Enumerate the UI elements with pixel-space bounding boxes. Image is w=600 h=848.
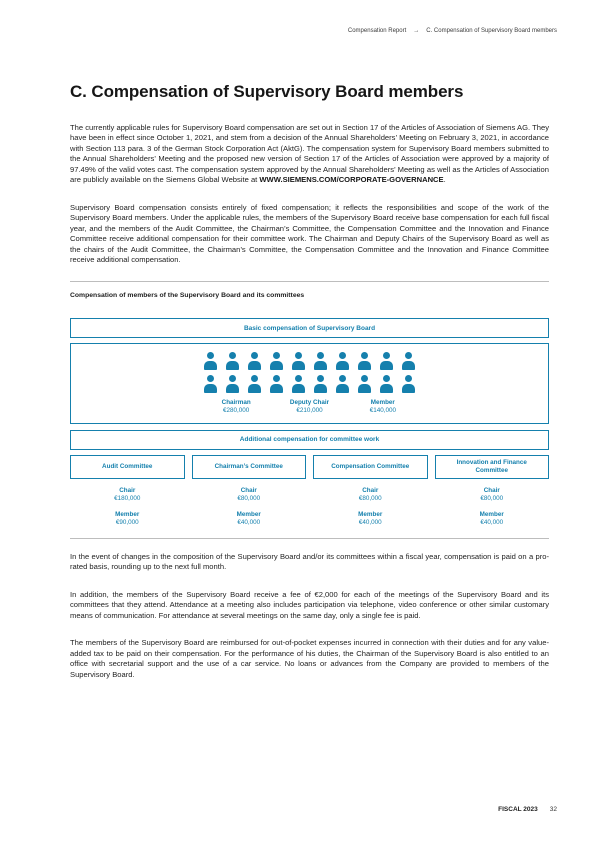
- person-icon: [336, 375, 349, 393]
- person-icon: [358, 352, 371, 370]
- person-icon: [314, 352, 327, 370]
- member-label: Member: [358, 511, 383, 519]
- role-label: Member: [370, 399, 395, 407]
- figure-bottom-rule: [70, 538, 549, 539]
- figure-caption: Compensation of members of the Supervisory Board and its committees: [70, 292, 305, 300]
- person-icon: [248, 375, 261, 393]
- page-title: C. Compensation of Supervisory Board members: [70, 82, 464, 101]
- role-member: [346, 399, 419, 416]
- member-value-group: [435, 511, 550, 528]
- expenses-paragraph: The members of the Supervisory Board are reimbursed for out-of-pocket expenses incurred in connection with their duties and for any value-added tax to be paid on their compensation. For the performance of his duties, the Chairman of the Supervisory Board is also entitled to an office with secretarial support and the use of a car service. No loans or advances from the Company are provided to members of the Supervisory Board.: [70, 638, 549, 679]
- chair-value-group: [70, 487, 185, 504]
- corporate-governance-link[interactable]: WWW.SIEMENS.COM/CORPORATE-GOVERNANCE: [259, 175, 444, 185]
- intro-text: The currently applicable rules for Supervisory Board compensation are set out in Section 17 of the Articles of Association of Siemens AG. They have been in effect since October 1, 2021, and stem from a decision of the Annual Shareholders’ Meeting on February 3, 2021, in accordance with Section 113 para. 3 of the German Stock Corporation Act (AktG). The compensation system for Supervisory Board members submitted to the Annual Shareholders’ Meeting and the proposed new version of Section 17 of the Articles of Association were approved by a majority of 97.49% of the valid votes cast. The compensation system approved by the Annual Shareholders’ Meeting as well as the Articles of Association are publicly available on the Siemens Global Website at: [70, 123, 549, 185]
- committee-name: Chairman’s Committee: [214, 463, 283, 471]
- person-icon: [314, 375, 327, 393]
- role-deputy-chair: [273, 399, 346, 416]
- member-value-group: [313, 511, 428, 528]
- member-amount: €40,000: [237, 519, 261, 527]
- additional-compensation-header-label: Additional compensation for committee work: [239, 436, 380, 444]
- breadcrumb-arrow-icon: →: [413, 28, 420, 34]
- committee-name: Compensation Committee: [331, 463, 410, 471]
- role-label: Chairman: [221, 399, 251, 407]
- committee-row: [70, 455, 549, 479]
- chair-label: Chair: [483, 486, 500, 494]
- chair-amount: €80,000: [480, 494, 504, 502]
- person-icon: [270, 375, 283, 393]
- roles-row: [200, 399, 420, 416]
- committee-box-audit: [70, 455, 185, 479]
- basic-compensation-header-label: Basic compensation of Supervisory Board: [243, 324, 376, 332]
- additional-compensation-header: [70, 430, 549, 450]
- committee-box-innovation-finance: [435, 455, 550, 479]
- committee-name: Audit Committee: [102, 463, 153, 471]
- committee-values-row: [70, 487, 549, 528]
- pro-rated-paragraph: In the event of changes in the composition of the Supervisory Board and/or its committees within a fiscal year, compensation is paid on a pro-rated basis, rounding up to the next full month.: [70, 551, 549, 572]
- board-member-icons: [71, 352, 548, 393]
- person-icon: [204, 352, 217, 370]
- person-icon: [380, 375, 393, 393]
- intro-text-end: .: [443, 175, 446, 185]
- person-icon: [336, 352, 349, 370]
- committee-box-compensation: [313, 455, 428, 479]
- member-amount: €90,000: [115, 519, 139, 527]
- member-label: Member: [479, 511, 504, 519]
- member-amount: €40,000: [358, 519, 382, 527]
- role-amount: €210,000: [296, 407, 323, 415]
- chair-label: Chair: [240, 486, 257, 494]
- chair-label: Chair: [119, 486, 136, 494]
- role-amount: €280,000: [223, 407, 250, 415]
- person-icon: [248, 352, 261, 370]
- page-content: [70, 0, 549, 680]
- basic-compensation-header: [70, 318, 549, 338]
- committee-box-chairmans: [192, 455, 307, 479]
- person-icon: [292, 375, 305, 393]
- person-icon: [270, 352, 283, 370]
- chair-value-group: [435, 487, 550, 504]
- chair-amount: €80,000: [358, 494, 382, 502]
- footer-page-number: 32: [549, 806, 557, 813]
- meeting-fee-paragraph: In addition, the members of the Supervisory Board receive a fee of €2,000 for each of the meetings of the Supervisory Board and its committees that they attend. Attendance at a meeting also includes participation via telephone, video conference or other similar customary means of communication. For attendance at several meetings on the same day, only a single fee is paid.: [70, 589, 549, 620]
- person-icon: [402, 375, 415, 393]
- chair-value-group: [192, 487, 307, 504]
- compensation-structure-paragraph: Supervisory Board compensation consists entirely of fixed compensation; it reflects the responsibilities and scope of the work of the Supervisory Board members. Under the applicable rules, the members of the Supervisory Board receive base compensation for each full fiscal year, and the members of the Audit Committee, the Chairman’s Committee, the Compensation Committee and the Innovation and Finance Committee receive additional compensation for their committee work. The Chairman and Deputy Chairs of the Supervisory Board as well as the chairs of the Audit Committee, the Chairman’s Committee, the Compensation Committee and the Innovation and Finance Committee receive additional compensation.: [70, 202, 549, 264]
- basic-compensation-box: [70, 343, 549, 424]
- chair-amount: €80,000: [237, 494, 261, 502]
- member-value-group: [192, 511, 307, 528]
- member-value-group: [70, 511, 185, 528]
- person-icon: [380, 352, 393, 370]
- person-icon: [204, 375, 217, 393]
- role-chairman: [200, 399, 273, 416]
- member-label: Member: [115, 511, 140, 519]
- chair-amount: €180,000: [114, 494, 141, 502]
- page-footer: [498, 806, 557, 814]
- icon-row: [71, 375, 548, 393]
- member-amount: €40,000: [480, 519, 504, 527]
- person-icon: [402, 352, 415, 370]
- icon-row: [71, 352, 548, 370]
- member-label: Member: [236, 511, 261, 519]
- role-amount: €140,000: [369, 407, 396, 415]
- chair-label: Chair: [362, 486, 379, 494]
- breadcrumb-current: C. Compensation of Supervisory Board members: [426, 28, 557, 34]
- person-icon: [226, 375, 239, 393]
- chair-value-group: [313, 487, 428, 504]
- person-icon: [226, 352, 239, 370]
- committee-values-audit: [70, 487, 185, 528]
- person-icon: [358, 375, 371, 393]
- figure-top-rule: [70, 281, 549, 282]
- intro-paragraph: [70, 123, 549, 186]
- breadcrumb-section: Compensation Report: [347, 28, 407, 34]
- role-label: Deputy Chair: [289, 399, 330, 407]
- committee-values-compensation: [313, 487, 428, 528]
- committee-name: Innovation and Finance Committee: [456, 459, 527, 474]
- person-icon: [292, 352, 305, 370]
- committee-values-innovation-finance: [435, 487, 550, 528]
- committee-values-chairmans: [192, 487, 307, 528]
- footer-fiscal-label: FISCAL 2023: [498, 806, 538, 813]
